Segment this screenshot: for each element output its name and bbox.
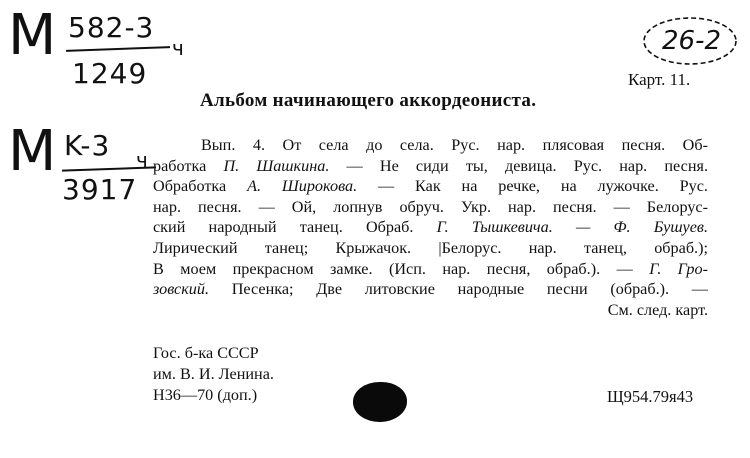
handwritten-number-second-top: K-3 [64,129,111,162]
card-body [153,135,708,320]
body-line: Вып. 4. От села до села. Рус. нар. плясовая песня. Об- [201,136,708,154]
library-line: им. В. И. Ленина. [153,365,274,383]
handwritten-mark: ч [172,36,185,60]
library-line: Гос. б-ка СССР [153,344,259,362]
handwritten-number-second-bottom: 3917 [62,173,138,206]
library-line: Н36—70 (доп.) [153,386,258,404]
body-line: ский народный танец. Обраб. Г. Тышкевича. — Ф. Бушуев. [153,218,708,237]
circled-stamp [640,14,740,68]
body-line: Обработка А. Широкова. — Как на речке, на лужочке. Рус. [153,177,708,196]
body-line: зовский. Песенка; Две литовские народные песни (обраб.). — [153,280,708,299]
handwritten-m-second: М [8,119,58,184]
fraction-line [66,46,170,52]
handwritten-m-top: М [8,3,58,68]
handwritten-number-bottom: 1249 [72,57,148,90]
body-line: См. след. карт. [607,300,708,319]
punch-hole [353,382,407,422]
body-line: Лирический танец; Крыжачок. |Белорус. нар. танец, обраб.); [153,238,708,257]
stamp-text: 26-2 [662,26,722,56]
handwritten-number-top: 582-3 [68,11,155,44]
handwritten-mark: ч [136,148,149,172]
body-line: работка П. Шашкина. — Не сиди ты, девица. Рус. нар. песня. [153,156,708,175]
classification-code: Щ954.79я43 [607,387,694,406]
body-line: нар. песня. — Ой, лопнув обруч. Укр. нар. песня. — Белорус- [153,197,708,216]
card-title: Альбом начинающего аккордеониста. [200,90,537,111]
card-number: Карт. 11. [628,70,691,89]
body-line: В моем прекрасном замке. (Исп. нар. песня, обраб.). — Г. Гро- [153,259,709,278]
library-block [153,343,274,406]
